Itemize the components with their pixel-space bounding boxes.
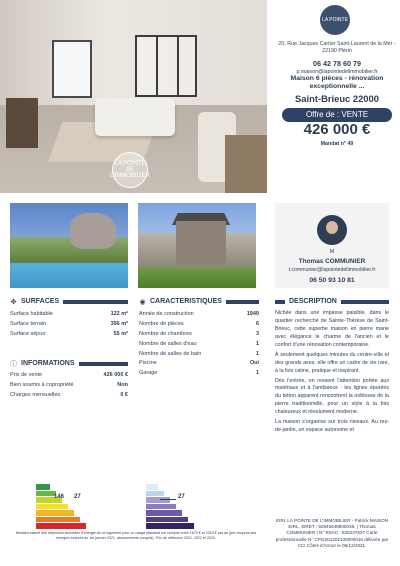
mandate-number: Mandat n° 49: [320, 141, 354, 147]
hero-photo: [0, 0, 267, 193]
offer-badge: Offre de : VENTE: [282, 108, 392, 122]
agent-title: M: [329, 249, 335, 255]
row-value: 1: [255, 370, 259, 377]
characteristic-row: [139, 369, 259, 379]
info-icon: ⓘ: [10, 360, 17, 368]
agency-email[interactable]: p.maison@lapointedelimmobilier.fr: [296, 69, 378, 75]
surface-row: [10, 310, 128, 320]
listing-city: Saint-Brieuc 22000: [295, 93, 379, 104]
surface-row: [10, 320, 128, 330]
row-value: 1: [255, 350, 259, 357]
climate-label: [146, 482, 206, 530]
description-text: [275, 310, 389, 448]
information-row: [10, 371, 128, 381]
information-row: [10, 391, 128, 401]
row-label: Charges mensuelles: [10, 391, 61, 398]
characteristics-table: [139, 310, 259, 379]
resize-arrows-icon: ✥: [10, 298, 17, 306]
agency-watermark-logo: LA POINTE DE L'IMMOBILIER: [112, 152, 148, 188]
row-label: Nombre de pièces: [139, 320, 184, 327]
row-label: Garage: [139, 370, 158, 377]
description-paragraph: La maison s'organise sur trois niveaux. Au rez-de-jardin, un espace autonome et: [275, 419, 389, 434]
description-paragraph: Dès l'entrée, on ressent l'attention portée aux matériaux et à l'ambiance : les lignes épurées du béton apparent rencontrent la noblesse de la pierre traditionnelle, pour un style à la fois chaleureux et résolument moderne.: [275, 377, 389, 416]
row-label: Année de construction: [139, 311, 194, 317]
description-paragraph: À seulement quelques minutes du centre-ville et des grands axes, elle offre un cadre de vie rare, à la fois calme, pratique et inspirant.: [275, 351, 389, 374]
energy-cost-note: Montant estimé des dépenses annuelles d'énergie de ce logement pour un usage standard est compris entre 1670 € et 2310 € par an (prix moyens des énergies indexés au 1er janvier 2021, abonnements compris). Prix de référence 2021, 2022 et 2023.: [15, 531, 257, 540]
row-label: Surface terrain: [10, 320, 47, 327]
agency-logo: LA POINTE: [320, 5, 350, 35]
agent-email[interactable]: t.communier@lapointedelimmobilier.fr: [288, 267, 376, 273]
row-value: 1: [255, 340, 259, 347]
informations-table: [10, 371, 128, 401]
row-label: Surface séjour: [10, 330, 46, 337]
listing-title: Maison 6 pièces - rénovation exceptionnelle ...: [290, 75, 384, 91]
row-label: Nombre de salles d'eau: [139, 340, 197, 347]
house-exterior-photo: [138, 203, 256, 288]
description-header: DESCRIPTION: [275, 296, 389, 307]
row-label: Bien soumis à copropriété: [10, 381, 74, 388]
characteristic-row: [139, 330, 259, 340]
row-value: Oui: [249, 360, 259, 367]
window: [52, 40, 92, 98]
row-label: Surface habitable: [10, 311, 53, 317]
listing-header: [274, 0, 400, 193]
row-value: 426 000 €: [103, 372, 128, 378]
row-value: 356 m²: [110, 320, 128, 327]
agent-card: [275, 203, 389, 288]
agent-phone[interactable]: 06 50 93 10 81: [309, 277, 355, 284]
row-value: 3: [255, 330, 259, 337]
row-label: Nombre de salles de bain: [139, 350, 202, 357]
row-label: Piscine: [139, 360, 157, 367]
informations-header: ⓘ INFORMATIONS: [8, 358, 128, 369]
row-value: 0 €: [120, 391, 128, 398]
dpe-ges-value: 27: [74, 494, 81, 500]
surface-row: [10, 330, 128, 340]
sofa: [95, 98, 175, 136]
eye-icon: ◉: [139, 298, 146, 306]
row-label: Prix de vente: [10, 372, 43, 378]
agent-avatar: [317, 215, 347, 245]
pool-photo: [10, 203, 128, 288]
characteristic-row: [139, 320, 259, 330]
row-value: 6: [255, 320, 259, 327]
listing-price: 426 000 €: [303, 121, 371, 138]
characteristic-row: [139, 340, 259, 350]
description-paragraph: Nichée dans une impasse paisible, dans le quartier recherché de Sainte-Thérèse de Saint-Brieuc, cette superbe maison en pierre marie avec élégance le charme de l'ancien et le confort d'une rénovation contemporaine.: [275, 310, 389, 348]
characteristics-header: ◉ CARACTERISTIQUES: [137, 296, 259, 307]
agency-phone[interactable]: 06 42 78 60 79: [313, 59, 361, 68]
agent-name: Thomas COMMUNIER: [298, 258, 366, 265]
row-value: 1949: [246, 311, 259, 317]
energy-performance-label: [36, 482, 96, 530]
surfaces-table: [10, 310, 128, 340]
dpe-value: 146: [54, 494, 65, 500]
characteristic-row: [139, 350, 259, 360]
characteristic-row: [139, 310, 259, 320]
surfaces-header: ✥ SURFACES: [8, 296, 128, 307]
characteristic-row: [139, 359, 259, 369]
legal-notice: EIRL LA POINTE DE L'IMMOBILIER - Patrick MAISON EIRL, SIRET : 50946648900036, | Thomas COMMUNIER | N° RSAC : 828237537 Carte professionnelle N° CPI2201202100000016 délivrée par CCI Côtes d'Armor le 06/12/2021.: [275, 518, 389, 548]
glass-partition: [135, 35, 197, 97]
agency-address: 20, Rue Jacques Cartier Saint-Laurent de la Mer - 22190 Plérin: [278, 41, 396, 55]
row-value: Non: [117, 381, 128, 388]
information-row: [10, 381, 128, 391]
row-value: 55 m²: [113, 330, 128, 337]
ges-value: 27: [178, 494, 185, 500]
row-value: 122 m²: [110, 311, 128, 317]
row-label: Nombre de chambres: [139, 330, 192, 337]
